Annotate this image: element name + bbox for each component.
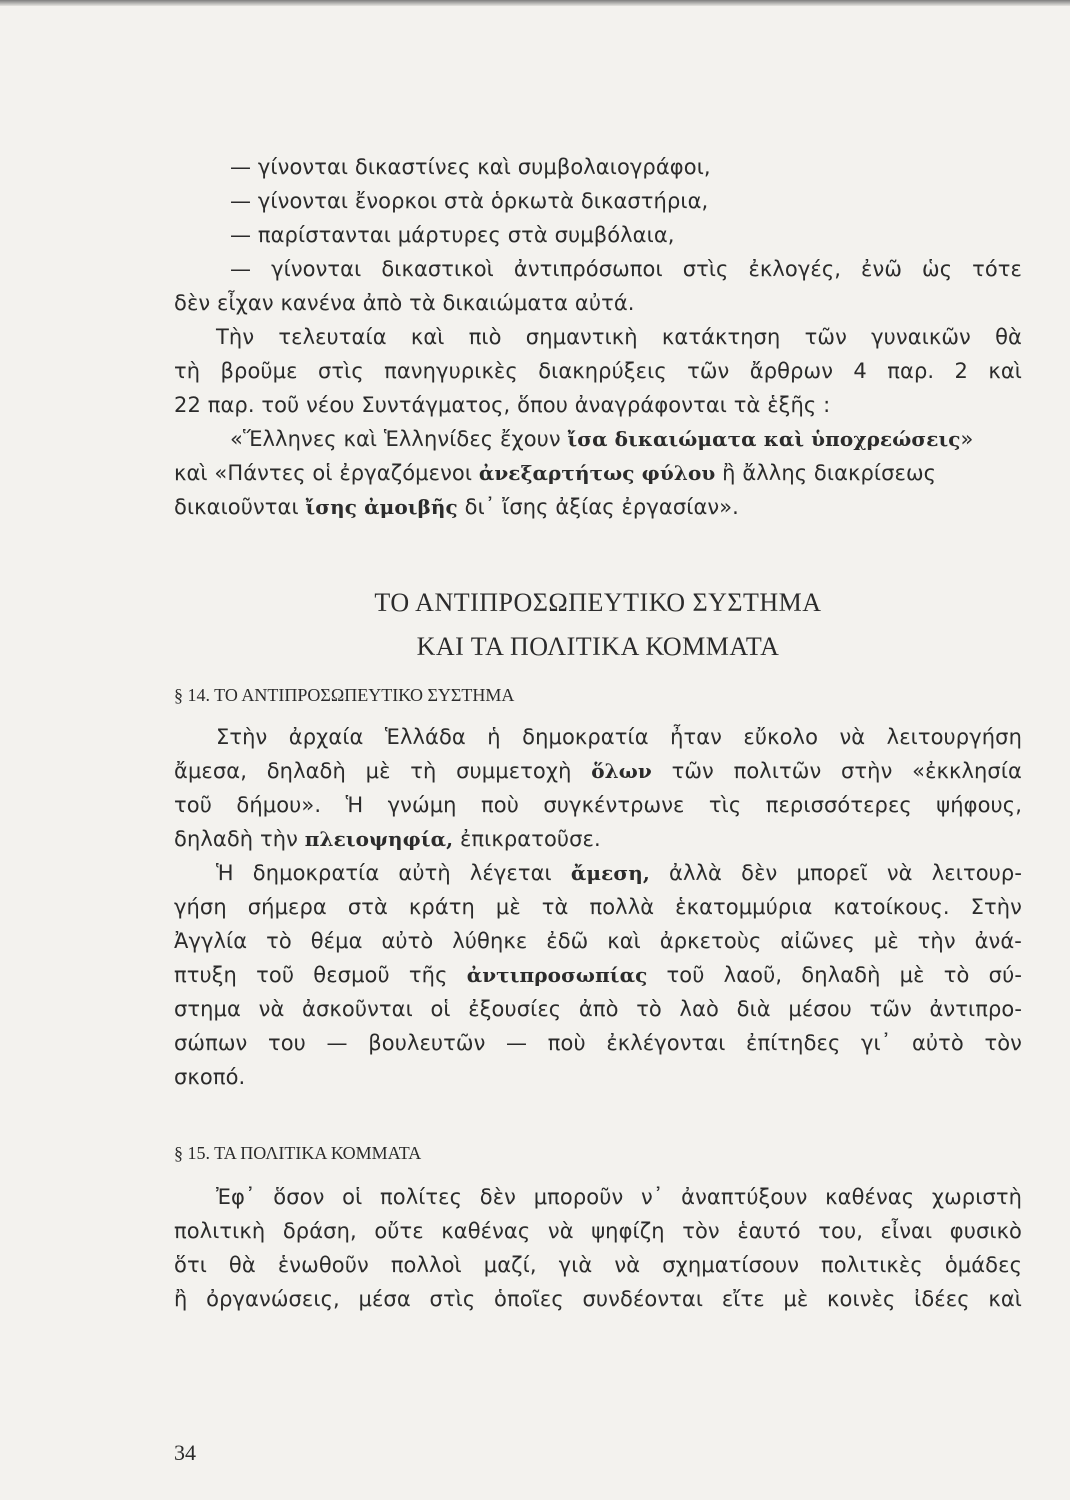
scan-top-edge bbox=[0, 0, 1070, 6]
list-item: — γίνονται δικαστίνες καὶ συμβολαιογράφοι, bbox=[230, 155, 711, 179]
text-line: στημα νὰ ἀσκοῦνται οἱ ἐξουσίες ἀπὸ τὸ λαὸ διὰ μέσου τῶν ἀντιπρο- bbox=[174, 997, 1022, 1021]
list-item: — γίνονται δικαστικοὶ ἀντιπρόσωποι στὶς ἐκλογές, ἐνῶ ὡς τότε bbox=[230, 257, 1022, 281]
section-heading-15: § 15. ΤΑ ΠΟΛΙΤΙΚΑ ΚΟΜΜΑΤΑ bbox=[174, 1143, 422, 1163]
list-item: — γίνονται ἔνορκοι στὰ ὁρκωτὰ δικαστήρια, bbox=[230, 189, 709, 213]
text-span: καὶ «Πάντες οἱ ἐργαζόμενοι bbox=[174, 461, 479, 485]
text-span: «Ἕλληνες καὶ Ἑλληνίδες ἔχουν bbox=[230, 427, 568, 451]
text-span: δικαιοῦνται bbox=[174, 495, 306, 519]
page-number: 34 bbox=[174, 1440, 196, 1465]
section-heading-14: § 14. ΤΟ ΑΝΤΙΠΡΟΣΩΠΕΥΤΙΚΟ ΣΥΣΤΗΜΑ bbox=[174, 685, 515, 705]
text-span: ἄμεσα, δηλαδὴ μὲ τὴ συμμετοχὴ bbox=[174, 759, 592, 783]
text-line: Ἀγγλία τὸ θέμα αὐτὸ λύθηκε ἐδῶ καὶ ἀρκετοὺς αἰῶνες μὲ τὴν ἀνά- bbox=[174, 929, 1022, 953]
quote-line bbox=[174, 422, 1022, 456]
text-span: Ἡ δημοκρατία αὐτὴ λέγεται bbox=[216, 861, 571, 885]
chapter-title-line-1: ΤΟ ΑΝΤΙΠΡΟΣΩΠΕΥΤΙΚΟ ΣΥΣΤΗΜΑ bbox=[374, 588, 822, 617]
list-item: — παρίστανται μάρτυρες στὰ συμβόλαια, bbox=[230, 223, 675, 247]
bold-text: ἴσα δικαιώματα καὶ ὑποχρεώσεις bbox=[567, 427, 961, 451]
text-span: δι᾽ ἴσης ἀξίας ἐργασίαν». bbox=[457, 495, 739, 519]
text-line bbox=[174, 958, 1022, 992]
text-line: πολιτικὴ δράση, οὔτε καθένας νὰ ψηφίζη τὸν ἑαυτό του, εἶναι φυσικὸ bbox=[174, 1219, 1022, 1243]
text-span: ἢ ἄλλης διακρίσεως bbox=[715, 461, 937, 485]
text-span: ἐπικρατοῦσε. bbox=[453, 827, 601, 851]
text-line: Στὴν ἀρχαία Ἑλλάδα ἡ δημοκρατία ἦταν εὔκολο νὰ λειτουργήση bbox=[216, 725, 1022, 749]
page-body bbox=[174, 150, 1022, 1316]
bold-text: ἴσης ἀμοιβῆς bbox=[305, 495, 458, 519]
text-span: » bbox=[960, 427, 974, 451]
text-line: σκοπό. bbox=[174, 1065, 246, 1089]
bold-text: πλειοψηφία, bbox=[304, 827, 454, 851]
bold-text: ἀνεξαρτήτως φύλου bbox=[478, 461, 716, 485]
text-line: δὲν εἶχαν κανένα ἀπὸ τὰ δικαιώματα αὐτά. bbox=[174, 291, 635, 315]
text-span: τῶν πολιτῶν στὴν «ἐκκλησία bbox=[651, 759, 1022, 783]
text-line: Ἐφ᾽ ὅσον οἱ πολίτες δὲν μποροῦν ν᾽ ἀναπτύξουν καθένας χωριστὴ bbox=[216, 1185, 1022, 1209]
text-line bbox=[174, 754, 1022, 788]
text-line: τὴ βροῦμε στὶς πανηγυρικὲς διακηρύξεις τῶν ἄρθρων 4 παρ. 2 καὶ bbox=[174, 359, 1022, 383]
text-line: τοῦ δήμου». Ἡ γνώμη ποὺ συγκέντρωνε τὶς περισσότερες ψήφους, bbox=[174, 793, 1022, 817]
bold-text: ἀντιπροσωπίας bbox=[466, 963, 648, 987]
quote-line bbox=[174, 490, 1022, 524]
bold-text: ἄμεση, bbox=[570, 861, 650, 885]
text-line: ἢ ὀργανώσεις, μέσα στὶς ὁποῖες συνδέονται εἴτε μὲ κοινὲς ἰδέες καὶ bbox=[174, 1287, 1022, 1311]
text-line: σώπων του — βουλευτῶν — ποὺ ἐκλέγονται ἐπίτηδες γι᾽ αὐτὸ τὸν bbox=[174, 1031, 1022, 1055]
text-span: τοῦ λαοῦ, δηλαδὴ μὲ τὸ σύ- bbox=[647, 963, 1022, 987]
text-line bbox=[174, 822, 1022, 856]
text-span: πτυξη τοῦ θεσμοῦ τῆς bbox=[174, 963, 467, 987]
quote-line bbox=[174, 456, 1022, 490]
text-line: γήση σήμερα στὰ κράτη μὲ τὰ πολλὰ ἑκατομμύρια κατοίκους. Στὴν bbox=[174, 895, 1022, 919]
text-line: Τὴν τελευταία καὶ πιὸ σημαντικὴ κατάκτηση τῶν γυναικῶν θὰ bbox=[216, 325, 1022, 349]
text-span: δηλαδὴ τὴν bbox=[174, 827, 305, 851]
chapter-title-line-2: ΚΑΙ ΤΑ ΠΟΛΙΤΙΚΑ ΚΟΜΜΑΤΑ bbox=[416, 632, 780, 661]
text-line: ὅτι θὰ ἑνωθοῦν πολλοὶ μαζί, γιὰ νὰ σχηματίσουν πολιτικὲς ὁμάδες bbox=[174, 1253, 1022, 1277]
bold-text: ὅλων bbox=[591, 759, 652, 783]
text-line: 22 παρ. τοῦ νέου Συντάγματος, ὅπου ἀναγράφονται τὰ ἑξῆς : bbox=[174, 393, 831, 417]
text-span: ἀλλὰ δὲν μπορεῖ νὰ λειτουρ- bbox=[649, 861, 1022, 885]
text-line bbox=[174, 856, 1022, 890]
